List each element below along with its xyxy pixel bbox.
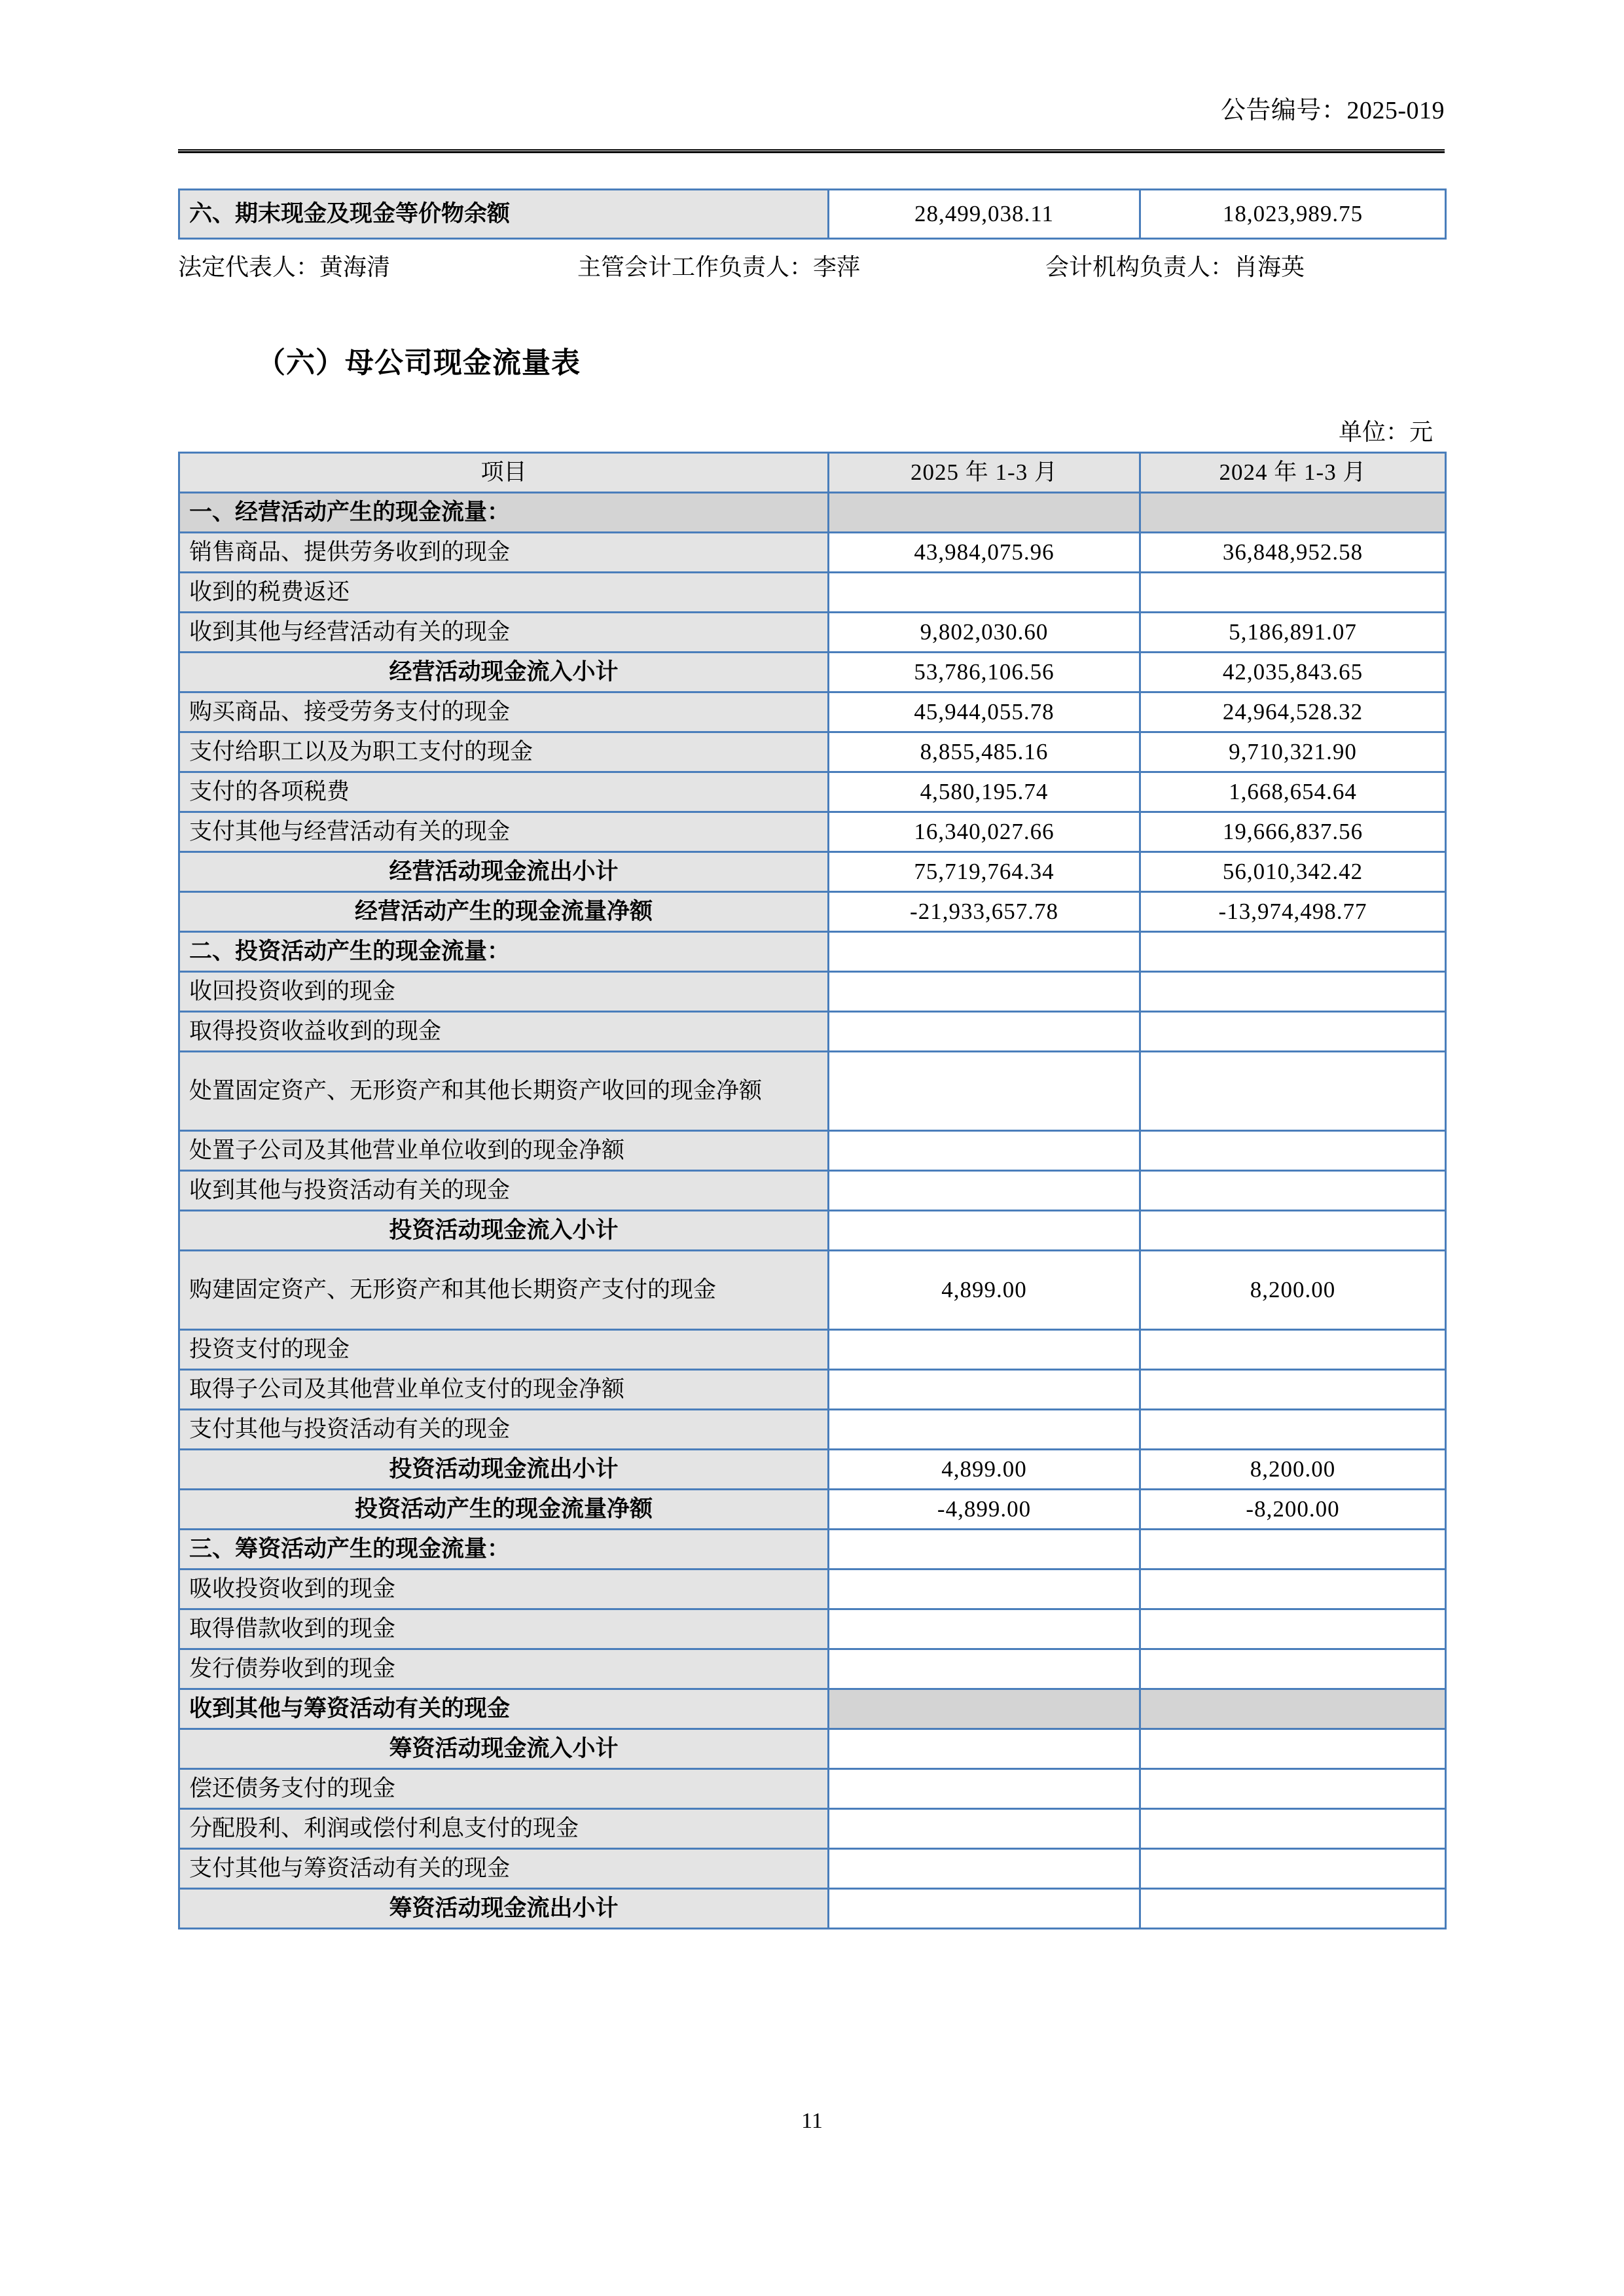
row-value-prior: 18,023,989.75 (1140, 190, 1446, 239)
accounting-institution-head: 会计机构负责人：肖海英 (1045, 254, 1305, 280)
row-item-label: 六、期末现金及现金等价物余额 (179, 190, 829, 239)
row-value-prior (1140, 972, 1446, 1012)
table-row (179, 190, 1446, 239)
table-row (179, 1330, 1446, 1370)
row-value-current (829, 972, 1140, 1012)
row-item-label: 购买商品、接受劳务支付的现金 (179, 692, 829, 732)
table-header-row (179, 453, 1446, 493)
announcement-code: 公告编号：2025-019 (1220, 97, 1445, 124)
table-row (179, 932, 1446, 972)
row-value-prior (1140, 1012, 1446, 1052)
row-value-current: 16,340,027.66 (829, 812, 1140, 852)
table-row (179, 1689, 1446, 1729)
row-value-prior: 24,964,528.32 (1140, 692, 1446, 732)
row-item-label: 投资活动现金流入小计 (179, 1211, 829, 1251)
row-item-label: 支付的各项税费 (179, 772, 829, 812)
continuation-table (178, 188, 1447, 240)
row-item-label: 筹资活动现金流出小计 (179, 1889, 829, 1929)
table-row (179, 892, 1446, 932)
row-value-current (829, 1171, 1140, 1211)
row-value-current (829, 573, 1140, 613)
table-row (179, 1052, 1446, 1131)
row-item-label: 支付其他与筹资活动有关的现金 (179, 1849, 829, 1889)
table-row (179, 613, 1446, 653)
row-item-label: 发行债券收到的现金 (179, 1649, 829, 1689)
row-value-prior (1140, 932, 1446, 972)
row-item-label: 取得投资收益收到的现金 (179, 1012, 829, 1052)
row-value-current (829, 1649, 1140, 1689)
table-row (179, 493, 1446, 533)
row-item-label: 投资支付的现金 (179, 1330, 829, 1370)
accounting-head: 主管会计工作负责人：李萍 (577, 254, 861, 280)
row-item-label: 投资活动现金流出小计 (179, 1450, 829, 1490)
table-row (179, 533, 1446, 573)
table-row (179, 732, 1446, 772)
table-row (179, 1649, 1446, 1689)
row-value-current: 4,580,195.74 (829, 772, 1140, 812)
unit-note: 单位：元 (1338, 419, 1433, 445)
table-row (179, 692, 1446, 732)
row-item-label: 支付其他与经营活动有关的现金 (179, 812, 829, 852)
row-item-label: 处置子公司及其他营业单位收到的现金净额 (179, 1131, 829, 1171)
row-item-label: 购建固定资产、无形资产和其他长期资产支付的现金 (179, 1251, 829, 1330)
row-value-prior: 5,186,891.07 (1140, 613, 1446, 653)
row-item-label: 收到其他与经营活动有关的现金 (179, 613, 829, 653)
row-item-label: 取得借款收到的现金 (179, 1609, 829, 1649)
row-value-prior: 42,035,843.65 (1140, 653, 1446, 692)
row-value-current (829, 1052, 1140, 1131)
row-value-prior: 19,666,837.56 (1140, 812, 1446, 852)
row-value-prior: -13,974,498.77 (1140, 892, 1446, 932)
table-row (179, 1450, 1446, 1490)
row-value-current: 43,984,075.96 (829, 533, 1140, 573)
table-row (179, 852, 1446, 892)
row-value-current: 53,786,106.56 (829, 653, 1140, 692)
row-value-prior (1140, 1052, 1446, 1131)
row-item-label: 销售商品、提供劳务收到的现金 (179, 533, 829, 573)
row-value-current (829, 1609, 1140, 1649)
row-value-current: 4,899.00 (829, 1450, 1140, 1490)
row-value-prior (1140, 1171, 1446, 1211)
row-item-label: 二、投资活动产生的现金流量： (179, 932, 829, 972)
table-row (179, 1131, 1446, 1171)
page-number: 11 (801, 2109, 823, 2133)
parent-company-cash-flow-table (178, 452, 1447, 1929)
row-value-current: 8,855,485.16 (829, 732, 1140, 772)
row-value-prior: 8,200.00 (1140, 1450, 1446, 1490)
row-value-prior (1140, 1370, 1446, 1410)
row-value-prior: 1,668,654.64 (1140, 772, 1446, 812)
row-value-current (829, 932, 1140, 972)
row-value-current (829, 1211, 1140, 1251)
row-item-label: 分配股利、利润或偿付利息支付的现金 (179, 1809, 829, 1849)
table-row (179, 812, 1446, 852)
row-value-current (829, 1849, 1140, 1889)
row-item-label: 经营活动现金流入小计 (179, 653, 829, 692)
table-row (179, 1370, 1446, 1410)
header-rule (178, 149, 1445, 153)
row-item-label: 收到其他与投资活动有关的现金 (179, 1171, 829, 1211)
row-value-prior: 56,010,342.42 (1140, 852, 1446, 892)
row-value-prior: 8,200.00 (1140, 1251, 1446, 1330)
row-value-prior (1140, 1809, 1446, 1849)
row-value-current: 28,499,038.11 (829, 190, 1140, 239)
column-header-current: 2025 年 1-3 月 (829, 453, 1140, 493)
row-value-current: 45,944,055.78 (829, 692, 1140, 732)
running-header (178, 98, 1445, 123)
row-value-prior (1140, 1131, 1446, 1171)
table-row (179, 1251, 1446, 1330)
signature-line (178, 252, 1445, 283)
row-value-current (829, 1530, 1140, 1570)
column-header-prior: 2024 年 1-3 月 (1140, 453, 1446, 493)
table-row (179, 1849, 1446, 1889)
table-row (179, 653, 1446, 692)
row-value-current: 75,719,764.34 (829, 852, 1140, 892)
row-value-prior (1140, 493, 1446, 533)
table-row (179, 1609, 1446, 1649)
table-row (179, 573, 1446, 613)
section-title: （六）母公司现金流量表 (257, 347, 581, 379)
row-item-label: 经营活动现金流出小计 (179, 852, 829, 892)
row-value-current (829, 1410, 1140, 1450)
row-item-label: 经营活动产生的现金流量净额 (179, 892, 829, 932)
row-item-label: 处置固定资产、无形资产和其他长期资产收回的现金净额 (179, 1052, 829, 1131)
table-row (179, 1769, 1446, 1809)
row-value-prior (1140, 573, 1446, 613)
row-item-label: 取得子公司及其他营业单位支付的现金净额 (179, 1370, 829, 1410)
row-value-current (829, 1809, 1140, 1849)
table-row (179, 1809, 1446, 1849)
row-value-prior (1140, 1689, 1446, 1729)
row-item-label: 收回投资收到的现金 (179, 972, 829, 1012)
row-value-prior: -8,200.00 (1140, 1490, 1446, 1530)
table-row (179, 1530, 1446, 1570)
row-value-current (829, 1570, 1140, 1609)
row-item-label: 支付给职工以及为职工支付的现金 (179, 732, 829, 772)
table-body (179, 493, 1446, 1929)
row-value-current (829, 1689, 1140, 1729)
row-item-label: 吸收投资收到的现金 (179, 1570, 829, 1609)
table-row (179, 772, 1446, 812)
row-value-prior (1140, 1849, 1446, 1889)
row-value-prior (1140, 1530, 1446, 1570)
table-row (179, 1490, 1446, 1530)
table-row (179, 1211, 1446, 1251)
table-row (179, 972, 1446, 1012)
table-row (179, 1012, 1446, 1052)
row-value-current (829, 1330, 1140, 1370)
row-value-prior (1140, 1211, 1446, 1251)
row-value-prior (1140, 1570, 1446, 1609)
row-item-label: 筹资活动现金流入小计 (179, 1729, 829, 1769)
row-item-label: 支付其他与投资活动有关的现金 (179, 1410, 829, 1450)
row-value-current: -21,933,657.78 (829, 892, 1140, 932)
row-value-current (829, 1131, 1140, 1171)
row-value-current (829, 1729, 1140, 1769)
column-header-item: 项目 (179, 453, 829, 493)
row-value-current: 9,802,030.60 (829, 613, 1140, 653)
row-value-current (829, 1370, 1140, 1410)
row-value-prior (1140, 1410, 1446, 1450)
row-item-label: 偿还债务支付的现金 (179, 1769, 829, 1809)
row-value-current (829, 493, 1140, 533)
row-item-label: 三、筹资活动产生的现金流量： (179, 1530, 829, 1570)
row-value-current (829, 1012, 1140, 1052)
row-value-prior (1140, 1769, 1446, 1809)
legal-representative: 法定代表人：黄海清 (178, 254, 391, 280)
row-value-current (829, 1769, 1140, 1809)
row-item-label: 一、经营活动产生的现金流量： (179, 493, 829, 533)
row-value-current: -4,899.00 (829, 1490, 1140, 1530)
row-value-prior: 9,710,321.90 (1140, 732, 1446, 772)
table-row (179, 1729, 1446, 1769)
table-row (179, 1570, 1446, 1609)
row-item-label: 投资活动产生的现金流量净额 (179, 1490, 829, 1530)
row-value-prior (1140, 1330, 1446, 1370)
table-row (179, 1171, 1446, 1211)
row-value-prior (1140, 1729, 1446, 1769)
row-value-current (829, 1889, 1140, 1929)
row-item-label: 收到的税费返还 (179, 573, 829, 613)
row-value-current: 4,899.00 (829, 1251, 1140, 1330)
table-row (179, 1889, 1446, 1929)
row-value-prior (1140, 1649, 1446, 1689)
row-item-label: 收到其他与筹资活动有关的现金 (179, 1689, 829, 1729)
table-row (179, 1410, 1446, 1450)
row-value-prior: 36,848,952.58 (1140, 533, 1446, 573)
row-value-prior (1140, 1609, 1446, 1649)
row-value-prior (1140, 1889, 1446, 1929)
